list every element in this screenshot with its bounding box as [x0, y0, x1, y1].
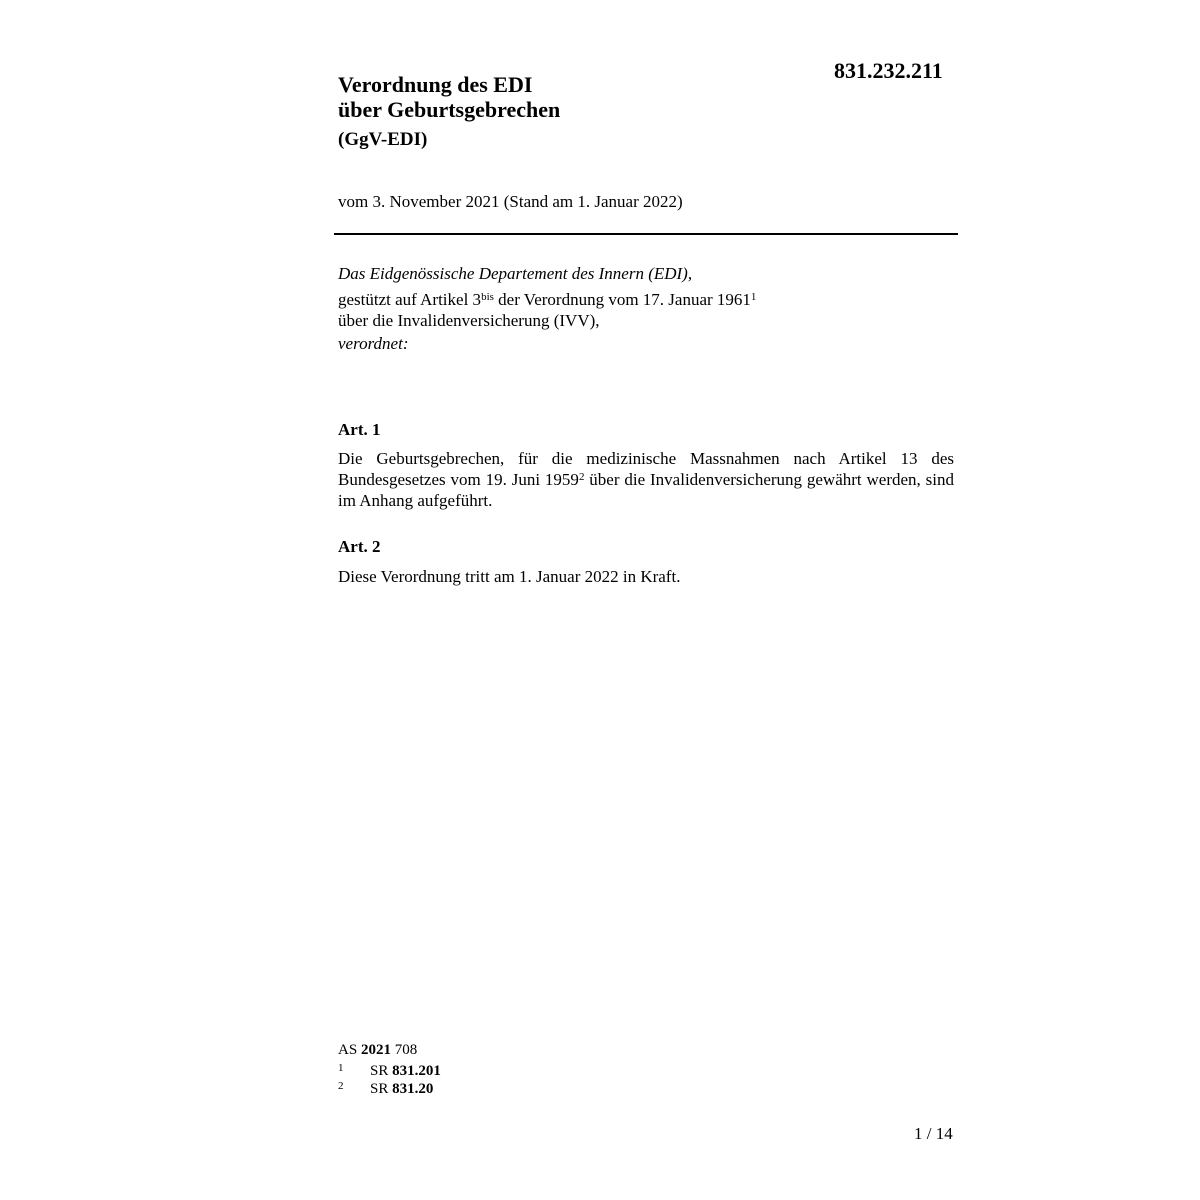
preamble-basis [338, 289, 756, 310]
official-collection-ref [338, 1042, 417, 1059]
article-1-heading: Art. 1 [338, 420, 381, 439]
page-indicator: 1 / 14 [914, 1124, 953, 1143]
article-1-text [338, 448, 954, 511]
preamble [338, 263, 756, 354]
bis-superscript: bis [481, 291, 494, 303]
footnote-ref-1[interactable]: 1 [750, 291, 757, 303]
preamble-authority: Das Eidgenössische Departement des Innern (EDI), [338, 264, 693, 283]
article-1-text-part: Die Geburtsgebrechen, für die medizinische Massnahmen nach Artikel 13 des Bundesgesetzes vom 19. Juni 1959 [338, 449, 954, 489]
footnote-prefix: SR [370, 1081, 393, 1097]
as-year: 2021 [360, 1042, 391, 1058]
footnote-2 [338, 1080, 433, 1098]
document-title [338, 72, 560, 122]
preamble-basis-line2: über die Invalidenversicherung (IVV), [338, 311, 600, 330]
as-prefix: AS [338, 1042, 361, 1058]
footnote-prefix: SR [370, 1063, 393, 1079]
footnote-ref-2[interactable]: 2 [578, 471, 585, 483]
article-2-heading: Art. 2 [338, 537, 381, 556]
article-2-text: Diese Verordnung tritt am 1. Januar 2022 in Kraft. [338, 567, 681, 586]
document-abbreviation: (GgV-EDI) [338, 129, 428, 150]
article-1-text-part-2: über die Invalidenversicherung gewährt werden, sind im Anhang aufgeführt. [338, 470, 954, 510]
sr-number: 831.232.211 [834, 58, 943, 83]
footnote-number: 1 [338, 1062, 344, 1074]
title-line-2: über Geburtsgebrechen [338, 97, 561, 122]
as-page: 708 [390, 1042, 418, 1058]
header-divider [334, 233, 958, 235]
footnote-ref: 831.20 [392, 1081, 434, 1097]
preamble-decree: verordnet: [338, 334, 409, 353]
footnote-number: 2 [338, 1080, 344, 1092]
date-line: vom 3. November 2021 (Stand am 1. Januar 2022) [338, 192, 683, 211]
basis-text-2: der Verordnung vom 17. Januar 1961 [493, 290, 751, 309]
footnote-ref: 831.201 [392, 1063, 441, 1079]
basis-text: gestützt auf Artikel 3 [338, 290, 482, 309]
title-line-1: Verordnung des EDI [338, 72, 533, 97]
footnote-1 [338, 1062, 441, 1080]
